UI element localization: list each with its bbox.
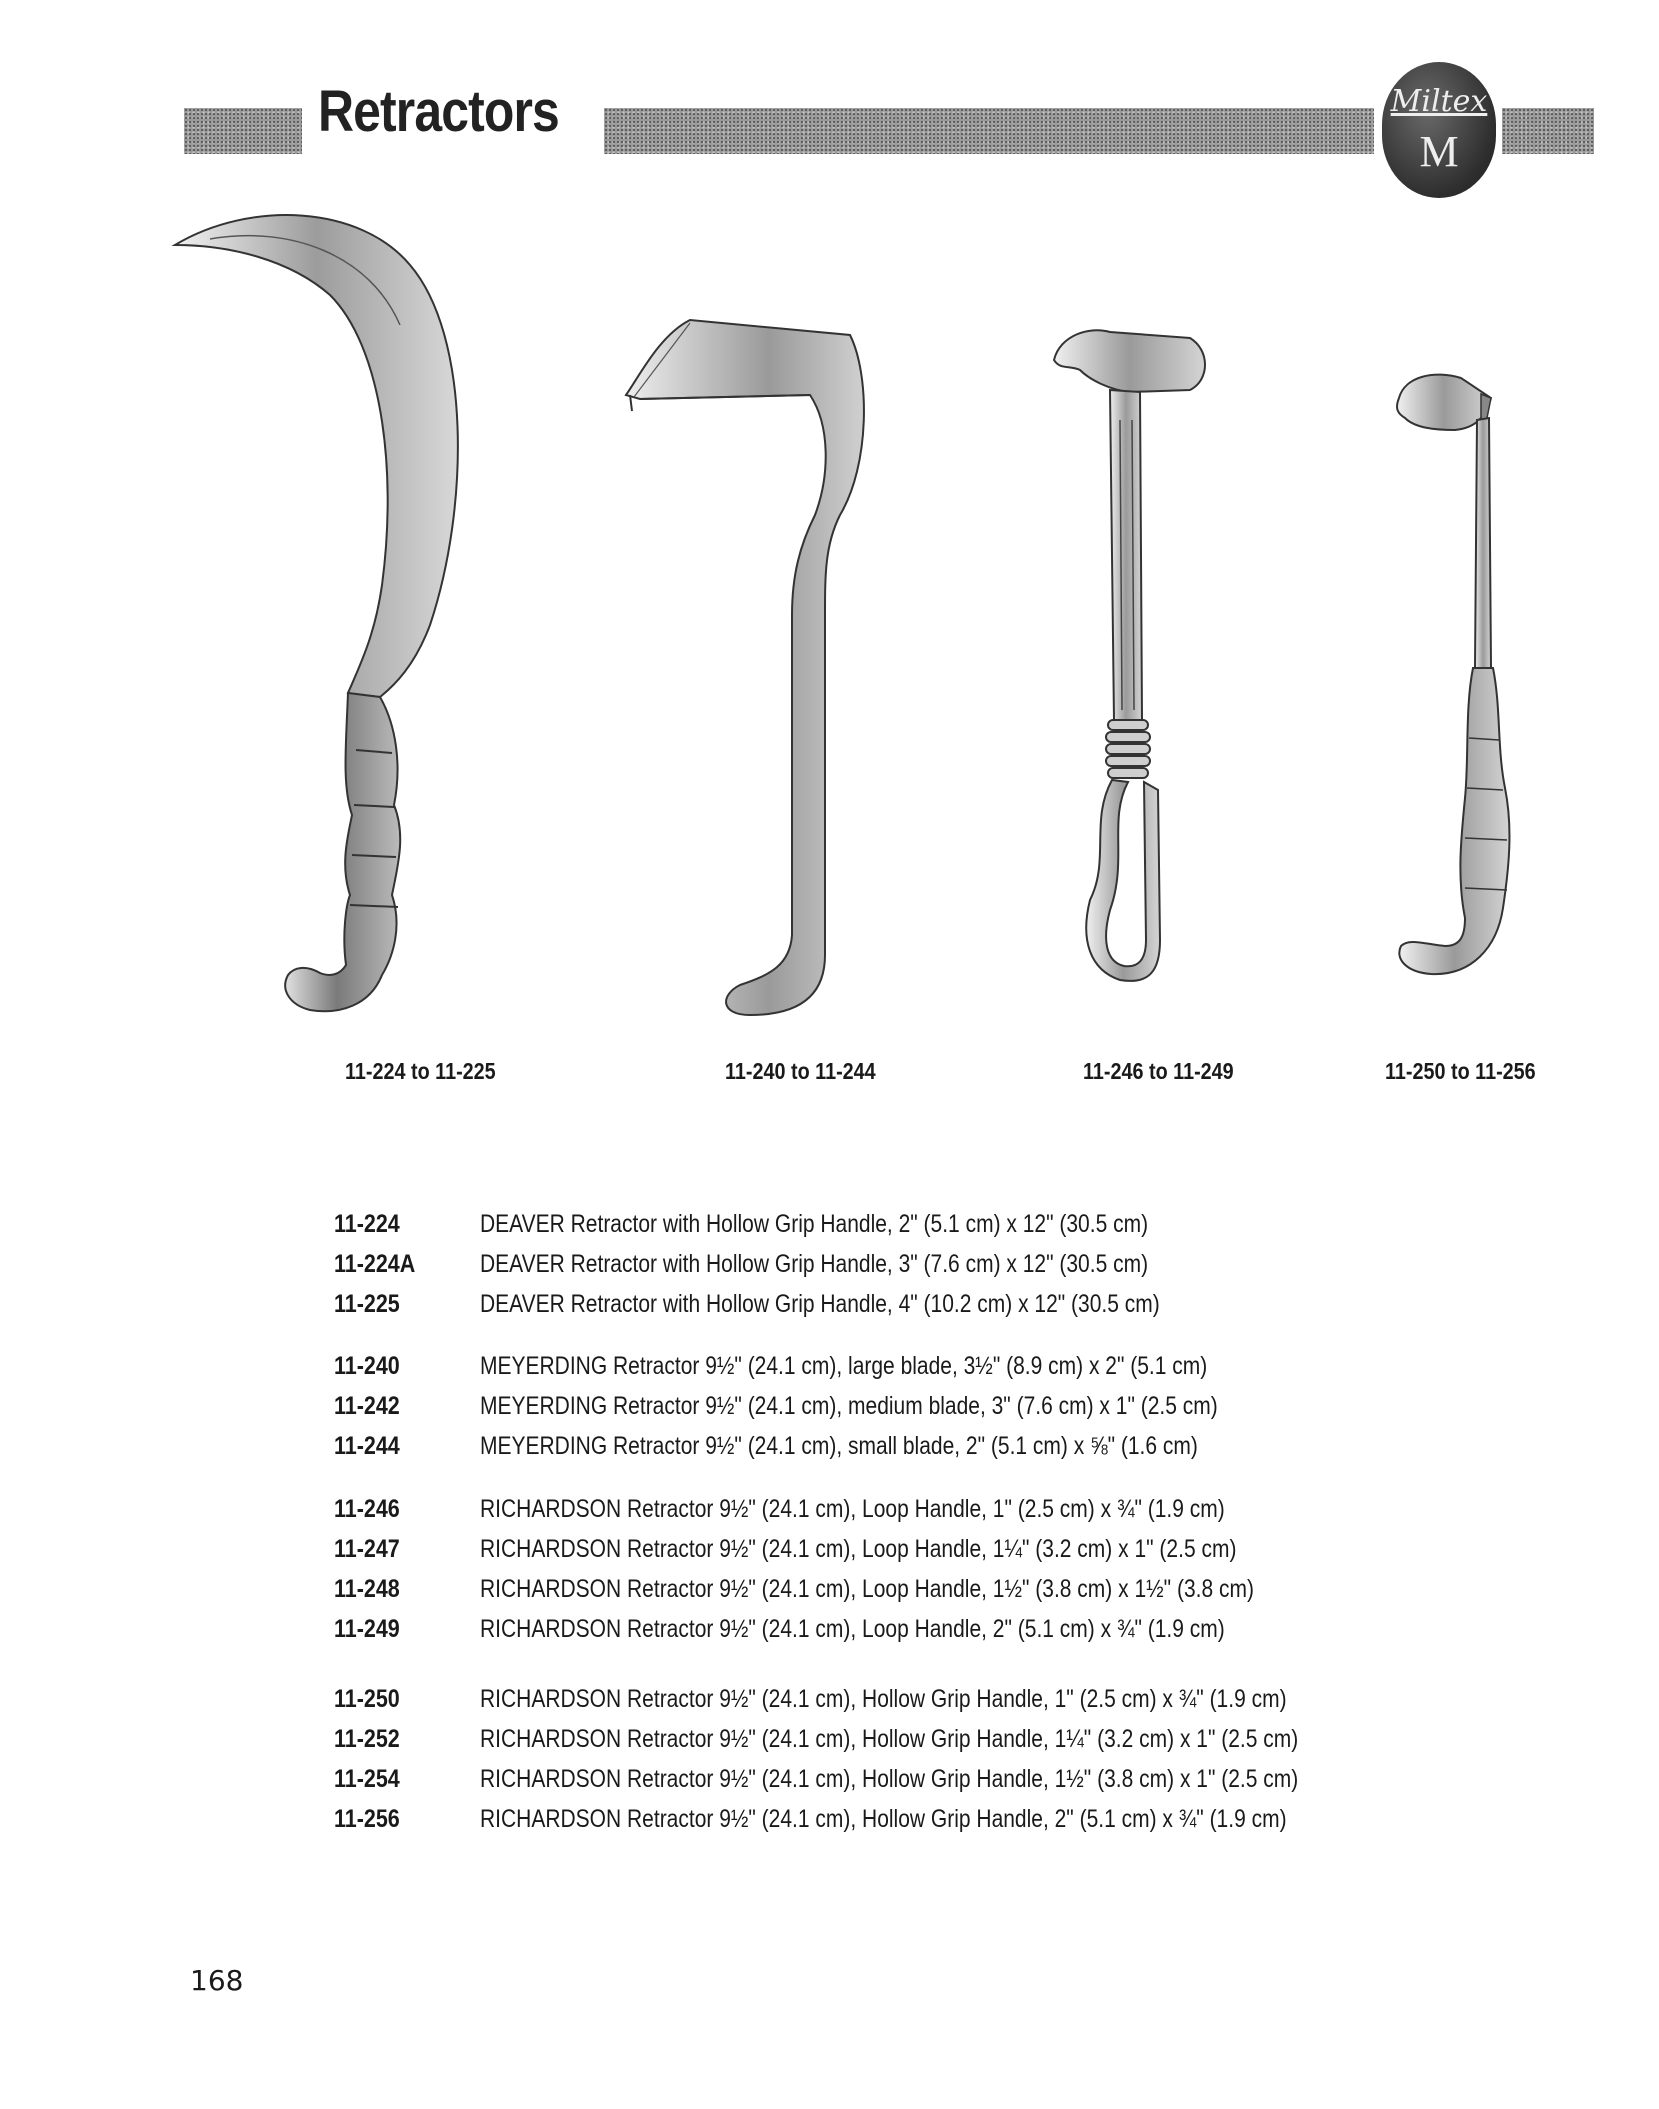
page-number: 168 <box>190 1964 244 1997</box>
figure-caption: 11-240 to 11-244 <box>725 1058 876 1084</box>
richardson-loop-retractor-illustration <box>1050 320 1230 1030</box>
product-description: RICHARDSON Retractor 9½" (24.1 cm), Loop Handle, 2" (5.1 cm) x ¾" (1.9 cm) <box>480 1615 1225 1643</box>
product-description: RICHARDSON Retractor 9½" (24.1 cm), Hollow Grip Handle, 1½" (3.8 cm) x 1" (2.5 cm) <box>480 1765 1299 1793</box>
product-code: 11-254 <box>334 1765 400 1793</box>
deaver-retractor-illustration <box>170 205 570 1035</box>
product-code: 11-224 <box>334 1210 400 1238</box>
figure-caption: 11-224 to 11-225 <box>345 1058 496 1084</box>
product-description: MEYERDING Retractor 9½" (24.1 cm), large blade, 3½" (8.9 cm) x 2" (5.1 cm) <box>480 1352 1208 1380</box>
header-bar-middle <box>604 108 1374 154</box>
product-code: 11-224A <box>334 1250 416 1278</box>
product-description: RICHARDSON Retractor 9½" (24.1 cm), Loop Handle, 1¼" (3.2 cm) x 1" (2.5 cm) <box>480 1535 1237 1563</box>
product-code: 11-246 <box>334 1495 400 1523</box>
product-description: MEYERDING Retractor 9½" (24.1 cm), small blade, 2" (5.1 cm) x ⅝" (1.6 cm) <box>480 1432 1198 1460</box>
product-description: DEAVER Retractor with Hollow Grip Handle, 3" (7.6 cm) x 12" (30.5 cm) <box>480 1250 1149 1278</box>
product-description: RICHARDSON Retractor 9½" (24.1 cm), Hollow Grip Handle, 1¼" (3.2 cm) x 1" (2.5 cm) <box>480 1725 1299 1753</box>
product-code: 11-242 <box>334 1392 400 1420</box>
product-code: 11-225 <box>334 1290 400 1318</box>
product-code: 11-249 <box>334 1615 400 1643</box>
product-code: 11-256 <box>334 1805 400 1833</box>
figure-caption: 11-250 to 11-256 <box>1385 1058 1536 1084</box>
product-code: 11-247 <box>334 1535 400 1563</box>
product-description: DEAVER Retractor with Hollow Grip Handle, 4" (10.2 cm) x 12" (30.5 cm) <box>480 1290 1160 1318</box>
product-code: 11-240 <box>334 1352 400 1380</box>
logo-script: Miltex <box>1390 84 1488 119</box>
header-bar-left <box>184 108 302 154</box>
product-code: 11-248 <box>334 1575 400 1603</box>
product-description: RICHARDSON Retractor 9½" (24.1 cm), Loop Handle, 1½" (3.8 cm) x 1½" (3.8 cm) <box>480 1575 1254 1603</box>
page-title: Retractors <box>318 79 559 144</box>
product-description: RICHARDSON Retractor 9½" (24.1 cm), Hollow Grip Handle, 2" (5.1 cm) x ¾" (1.9 cm) <box>480 1805 1287 1833</box>
logo-letter: M <box>1419 127 1459 176</box>
meyerding-retractor-illustration <box>620 315 910 1035</box>
product-code: 11-244 <box>334 1432 400 1460</box>
product-description: RICHARDSON Retractor 9½" (24.1 cm), Loop Handle, 1" (2.5 cm) x ¾" (1.9 cm) <box>480 1495 1225 1523</box>
product-code: 11-250 <box>334 1685 400 1713</box>
product-description: DEAVER Retractor with Hollow Grip Handle, 2" (5.1 cm) x 12" (30.5 cm) <box>480 1210 1149 1238</box>
product-description: RICHARDSON Retractor 9½" (24.1 cm), Hollow Grip Handle, 1" (2.5 cm) x ¾" (1.9 cm) <box>480 1685 1287 1713</box>
header-bar-right <box>1502 108 1594 154</box>
figure-caption: 11-246 to 11-249 <box>1083 1058 1234 1084</box>
miltex-logo <box>1382 62 1496 198</box>
product-code: 11-252 <box>334 1725 400 1753</box>
product-description: MEYERDING Retractor 9½" (24.1 cm), medium blade, 3" (7.6 cm) x 1" (2.5 cm) <box>480 1392 1218 1420</box>
richardson-hollow-grip-retractor-illustration <box>1385 368 1565 1028</box>
